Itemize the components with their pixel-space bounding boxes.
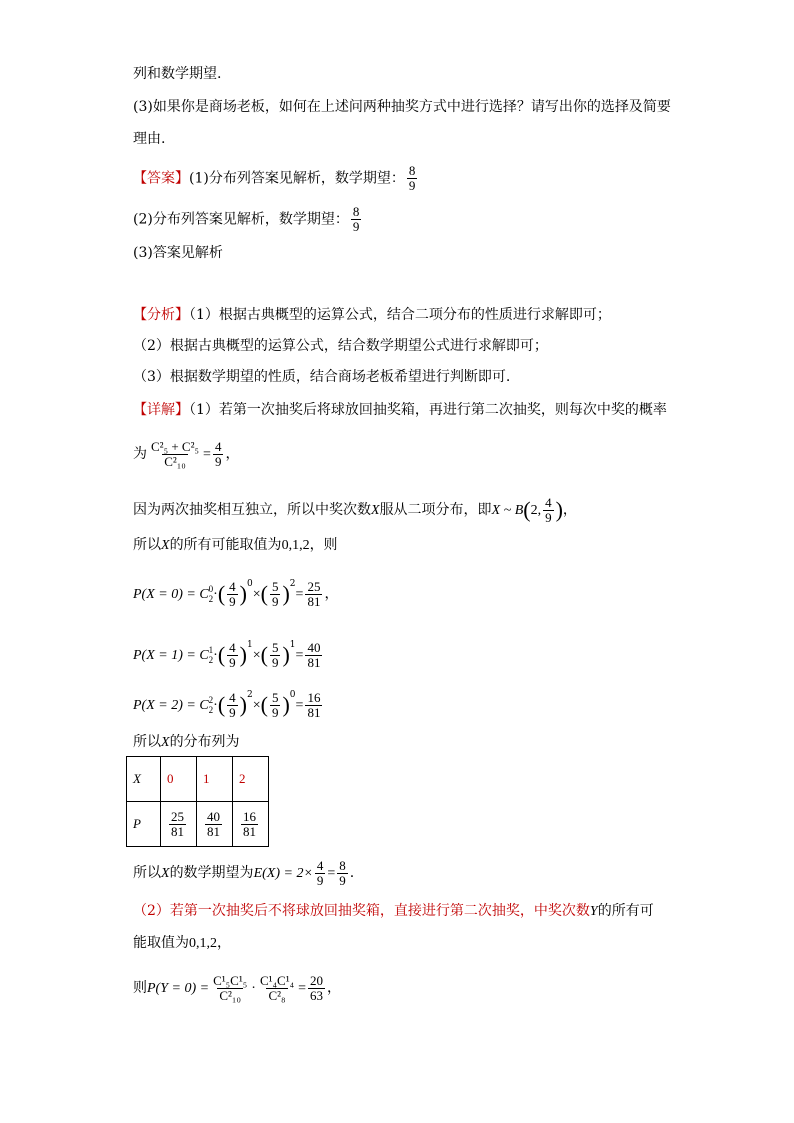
result-fraction: $\frac{16}{81}$ (307, 689, 321, 720)
analysis-text-3: （3）根据数学期望的性质，结合商场老板希望进行判断即可. (133, 369, 511, 385)
detail-line-3: 因为两次抽奖相互独立，所以中奖次数X服从二项分布，即X ~ B(2, $\frac{4}{9}$ )， (133, 494, 577, 525)
punct: ， (562, 502, 577, 518)
part-2-line-1: （2）若第一次抽奖后不将球放回抽奖箱，直接进行第二次抽奖，中奖次数Y的所有可 (133, 903, 654, 919)
table-cell: $\frac{40}{81}$ (197, 802, 233, 847)
table-cell: 2 (233, 757, 269, 802)
binomial-p-fraction (543, 496, 554, 525)
analysis-label: 【分析】 (133, 307, 189, 323)
values-list: 0,1,2 (189, 936, 217, 951)
frac-4-9: $\frac{4}{9}$ (229, 689, 236, 720)
var-x: X (161, 538, 170, 553)
exponent: 0 (289, 690, 296, 700)
detail-text-4b: 的所有可能取值为 (169, 537, 282, 553)
table-cell: 1 (197, 757, 233, 802)
frac-4-9: $\frac{4}{9}$ (229, 639, 236, 670)
answer-3-text: (3)答案见解析 (133, 245, 223, 261)
question-3-line-2 (133, 129, 165, 149)
var-x: X (161, 866, 170, 881)
answer-line-2 (133, 205, 363, 234)
detail-text-4c: ，则 (309, 537, 338, 553)
answer-line-3 (133, 243, 223, 263)
detail-line-4 (133, 535, 338, 556)
table-head-p: P (127, 802, 161, 847)
combination-fraction (149, 440, 201, 469)
table-cell: $\frac{16}{81}$ (233, 802, 269, 847)
intro-text: 列和数学期望. (133, 66, 222, 82)
question-3-text-cont: 理由. (133, 131, 166, 147)
prob-y0-line: 则P(Y = 0) = $\frac{\text{C¹₅C¹₅}}{\text{C²₁₀}}$ · $\frac{\text{C¹₄C¹₄}}{\text{C²₈}}$ = $\frac{20}{63}$ ， (133, 972, 342, 1003)
frac-num: 4 (545, 494, 552, 510)
detail-text-3b: 服从二项分布，即 (379, 502, 492, 518)
table-row (127, 802, 269, 847)
detail-label: 【详解】 (133, 402, 189, 418)
table-cell: $\frac{25}{81}$ (161, 802, 197, 847)
question-3-line-1 (133, 97, 671, 117)
frac-num: 8 (408, 163, 416, 178)
frac-den: 9 (214, 453, 222, 469)
analysis-line-3 (133, 367, 510, 387)
analysis-line-1 (133, 305, 611, 325)
analysis-text-1: （1）根据古典概型的运算公式，结合二项分布的性质进行求解即可； (189, 307, 611, 323)
prob-x1-line: P(X = 1) = C 1 2 ·( $\frac{4}{9}$ )$^1$×( $\frac{5}{9}$ )$^1$= $\frac{40}{81}$ (133, 639, 321, 670)
comb-sup: 1 (208, 645, 214, 655)
exponent: 0 (247, 579, 253, 589)
detail-line-1 (133, 400, 667, 420)
prob-lhs: P(Y = 0) = (147, 981, 210, 996)
frac-5-9: $\frac{5}{9}$ (271, 639, 279, 670)
frac-4-9: $\frac{4}{9}$ (229, 578, 236, 609)
intro-line (133, 64, 221, 84)
analysis-line-2 (133, 336, 548, 356)
answer-1-text: (1)分布列答案见解析，数学期望： (189, 170, 405, 187)
answer-line-1 (133, 164, 419, 193)
detail-text-3a: 因为两次抽奖相互独立，所以中奖次数 (133, 502, 371, 518)
distribution-table (126, 756, 269, 847)
answer-2-fraction (351, 205, 362, 234)
prob-x2-line: P(X = 2) = C 2 2 ·( $\frac{4}{9}$ )$^2$×( $\frac{5}{9}$ )$^0$= $\frac{16}{81}$ (133, 689, 321, 720)
prob-lhs: P(X = 1) = C (133, 648, 209, 663)
comb-sub: 2 (208, 705, 214, 715)
result-fraction: $\frac{20}{63}$ (310, 972, 324, 1003)
table-row (127, 757, 269, 802)
exponent: 2 (247, 690, 253, 700)
table-cell: 0 (161, 757, 197, 802)
expectation-line: 所以X的数学期望为E(X) = 2× $\frac{4}{9}$ = $\frac{8}{9}$ . (133, 857, 355, 888)
values-list: 0,1,2 (281, 538, 310, 553)
analysis-text-2: （2）根据古典概型的运算公式，结合数学期望公式进行求解即可； (133, 338, 548, 354)
frac-den: 9 (352, 219, 360, 234)
exponent: 2 (289, 579, 296, 589)
result-fraction: $\frac{40}{81}$ (307, 639, 321, 670)
var-x: X (371, 503, 380, 518)
prob-lhs: P(X = 2) = C (133, 698, 209, 713)
answer-1-fraction (407, 164, 418, 193)
combination-fraction: $\frac{\text{C¹₄C¹₄}}{\text{C²₈}}$ (259, 972, 295, 1003)
punct: ， (225, 446, 240, 462)
answer-label: 【答案】 (133, 170, 189, 187)
frac-den: 9 (408, 178, 416, 193)
prob-lhs: P(X = 0) = C (133, 587, 209, 602)
frac-4-9: $\frac{4}{9}$ (316, 857, 324, 888)
binomial-n: 2, (530, 503, 542, 518)
result-fraction: $\frac{8}{9}$ (339, 857, 346, 888)
equals-sign: = (203, 447, 211, 462)
part-2-text: （2）若第一次抽奖后不将球放回抽奖箱，直接进行第二次抽奖，中奖次数 (133, 903, 590, 919)
binomial-expr: X ~ B (491, 503, 524, 518)
var-y: Y (589, 904, 598, 919)
frac-5-9: $\frac{5}{9}$ (271, 578, 279, 609)
frac-den: 9 (545, 509, 552, 525)
distribution-intro-line: 所以X的分布列为 (133, 734, 240, 750)
part-2-line-2: 能取值为0,1,2， (133, 935, 231, 951)
result-fraction: $\frac{25}{81}$ (307, 578, 321, 609)
detail-line-2 (133, 434, 239, 475)
frac-num: 8 (352, 204, 360, 219)
var-x: X (161, 735, 170, 750)
detail-text-1: （1）若第一次抽奖后将球放回抽奖箱，再进行第二次抽奖，则每次中奖的概率 (189, 402, 667, 418)
frac-num: 4 (214, 438, 222, 454)
question-3-text: (3)如果你是商场老板，如何在上述问两种抽奖方式中进行选择？请写出你的选择及简要 (133, 99, 671, 115)
exponent: 1 (247, 640, 253, 650)
frac-den: C²₁₀ (164, 453, 186, 469)
frac-5-9: $\frac{5}{9}$ (271, 689, 279, 720)
detail-prefix: 为 (133, 446, 147, 462)
comb-sup: 0 (208, 584, 214, 594)
table-head-x: X (127, 757, 161, 802)
probability-fraction (213, 440, 224, 469)
frac-num: C²₅ + C²₅ (151, 438, 200, 454)
combination-fraction: $\frac{\text{C¹₅C¹₅}}{\text{C²₁₀}}$ (213, 972, 248, 1003)
comb-sup: 2 (208, 695, 214, 705)
detail-text-4a: 所以 (133, 537, 161, 553)
comb-sub: 2 (208, 594, 214, 604)
exponent: 1 (289, 640, 296, 650)
answer-2-text: (2)分布列答案见解析，数学期望： (133, 211, 349, 228)
prob-x0-line: P(X = 0) = C 0 2 ·( $\frac{4}{9}$ )$^0$×( $\frac{5}{9}$ )$^2$= $\frac{25}{81}$ ， (133, 578, 339, 609)
expectation-expr: E(X) = 2× (253, 866, 313, 881)
comb-sub: 2 (208, 655, 214, 665)
